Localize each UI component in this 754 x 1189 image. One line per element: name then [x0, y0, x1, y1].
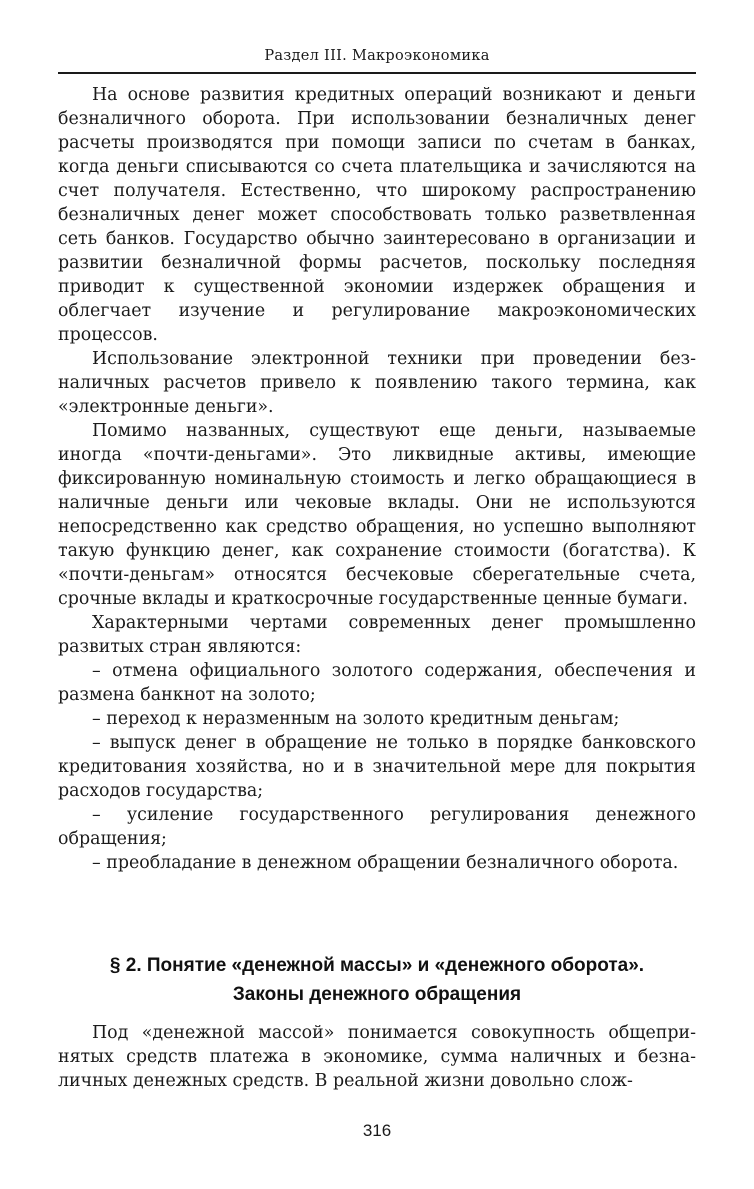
section-body-text	[58, 1021, 696, 1093]
paragraph-near-money: Помимо названных, существуют еще деньги, называемые иногда «почти-деньгами». Это ликвидные активы, имеющие фиксированную номинальную стоимость и легко обращающиеся в наличные деньги или чековые вклады. Они не используются непосредственно как средство обращения, но успешно выполняют такую функцию денег, как сохранение стоимости (богатства). К «почти-деньгам» относятся бесчековые сберегательные счета, срочные вклады и краткосрочные государственные ценные бумаги.	[58, 421, 696, 609]
paragraph-electronic-money: Использование электронной техники при проведении безналичных расчетов привело к появлению такого термина, как «электронные деньги».	[58, 349, 696, 417]
list-item-money-issue: – выпуск денег в обращение не только в порядке банковского кредитования хозяйства, но и в значительной мере для покрытия расходов государства;	[58, 733, 696, 801]
header-rule	[58, 72, 696, 74]
list-item-cashless-dominance: – преобладание в денежном обращении безналичного оборота.	[92, 853, 679, 873]
section-heading-line-2: Законы денежного обращения	[232, 984, 522, 1005]
list-item-gold-content: – отмена официального золотого содержания, обеспечения и размена банкнот на золото;	[58, 661, 696, 705]
paragraph-money-mass: Под «денежной массой» понимается совокупность общепринятых средств платежа в экономике, сумма наличных и безналичных денежных средств. В реальной жизни довольно слож-	[58, 1023, 696, 1091]
list-item-state-regulation: – усиление государственного регулирования денежного обращения;	[58, 805, 696, 849]
section-heading-line-1: § 2. Понятие «денежной массы» и «денежного оборота».	[109, 955, 645, 976]
section-heading	[58, 951, 696, 1009]
list-item-credit-money: – переход к неразменным на золото кредитным деньгам;	[92, 709, 620, 729]
paragraph-features-intro: Характерными чертами современных денег промышленно развитых стран являются:	[58, 613, 696, 657]
paragraph-cashless-money: На основе развития кредитных операций возникают и деньги безналичного оборота. При использовании безналичных денег расчеты производятся при помощи записи по счетам в банках, когда деньги списываются со счета плательщика и зачисляются на счет получателя. Естественно, что широкому распространению безналичных денег может способствовать только разветвленная сеть банков. Государство обычно заинтересовано в организации и развитии безналичной формы расчетов, поскольку последняя приводит к существенной экономии издержек обращения и облегчает изучение и регулирование макроэкономических процессов.	[58, 85, 696, 345]
page-number: 316	[362, 1121, 392, 1140]
body-text	[58, 83, 696, 875]
running-head: Раздел III. Макроэкономика	[264, 48, 490, 64]
